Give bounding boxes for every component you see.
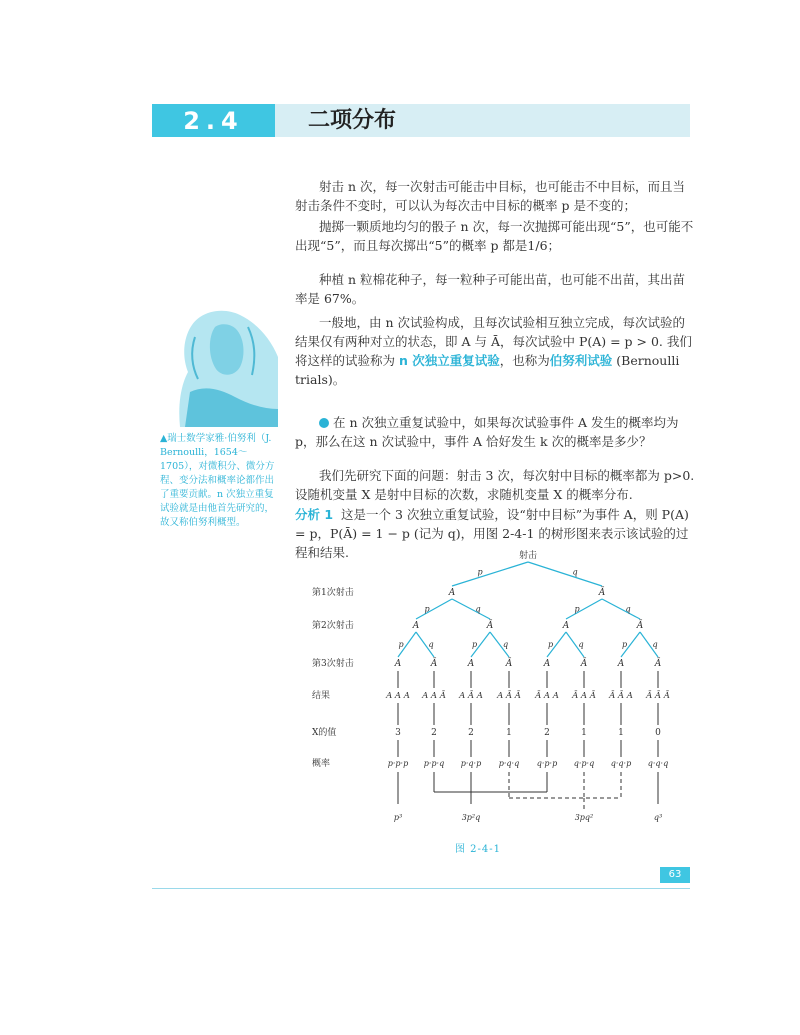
tree-node-level3: A bbox=[394, 659, 402, 669]
tree-node-level3: A bbox=[543, 659, 551, 669]
tree-node-level1: A bbox=[448, 588, 456, 598]
paragraph-definition bbox=[295, 313, 695, 389]
paragraph-problem: 我们先研究下面的问题：射击 3 次，每次射中目标的概率都为 p>0. 设随机变量 X 是射中目标的次数，求随机变量 X 的概率分布. bbox=[295, 468, 695, 502]
x-value-label: 1 bbox=[618, 728, 624, 738]
tree-branch-line bbox=[528, 562, 602, 586]
footer-divider bbox=[152, 888, 690, 889]
x-value-label: 3 bbox=[395, 728, 401, 738]
figure-caption: 图 2-4-1 bbox=[455, 844, 502, 855]
sum-label: 3pq² bbox=[574, 813, 594, 822]
tree-node-level3: Ā bbox=[505, 659, 513, 669]
result-label: Ā A A bbox=[535, 691, 559, 701]
bullet-icon bbox=[319, 418, 329, 428]
prob-product-label: q·q·p bbox=[610, 759, 632, 768]
tree-node-level2: Ā bbox=[636, 621, 644, 631]
result-label: A Ā A bbox=[459, 691, 483, 701]
bernoulli-portrait-image bbox=[160, 297, 278, 427]
question-paragraph bbox=[295, 413, 695, 451]
branch-prob-label: q bbox=[475, 604, 481, 614]
row-label: 第2次射击 bbox=[312, 621, 354, 631]
x-value-label: 0 bbox=[655, 728, 661, 738]
term-bernoulli-trials: 伯努利试验 bbox=[549, 353, 613, 368]
prob-product-label: p·p·p bbox=[387, 759, 409, 768]
x-value-label: 2 bbox=[431, 728, 437, 738]
branch-prob-label: p bbox=[621, 640, 628, 649]
prob-product-label: p·q·p bbox=[460, 759, 482, 768]
result-label: A A A bbox=[386, 691, 410, 701]
result-label: A Ā Ā bbox=[497, 691, 521, 701]
branch-prob-label: q bbox=[652, 640, 658, 649]
tree-node-level2: Ā bbox=[486, 621, 494, 631]
definition-text-a: 一般地，由 n 次试验构成，且每次试验相互独立完成，每次试验的结果仅有两种对立的状态，即 A 与 Ā，每次试验中 P(A) = p > 0. 我们将这样的试验称为 bbox=[295, 315, 692, 368]
branch-prob-label: p bbox=[424, 604, 430, 614]
analysis-text: 这是一个 3 次独立重复试验，设“射中目标”为事件 A，则 P(A) = p，P(Ā) = 1 − p (记为 q)，用图 2-4-1 的树形图来表示该试验的过程和结果. bbox=[295, 507, 689, 560]
tree-node-level1: Ā bbox=[598, 588, 606, 598]
row-label: X的值 bbox=[312, 728, 337, 738]
prob-product-label: p·p·q bbox=[423, 759, 445, 768]
probability-tree-diagram bbox=[300, 548, 690, 833]
section-number: 2.4 bbox=[152, 104, 275, 137]
tree-node-level2: A bbox=[562, 621, 570, 631]
branch-prob-label: q bbox=[502, 640, 509, 649]
tree-node-level3: A bbox=[617, 659, 625, 669]
sum-label: 3p²q bbox=[461, 813, 481, 822]
page-number: 63 bbox=[660, 867, 690, 883]
x-value-label: 2 bbox=[468, 728, 474, 738]
tree-branch-line bbox=[416, 599, 452, 619]
prob-product-label: p·q·q bbox=[498, 759, 520, 768]
analysis-label: 分析 1 bbox=[295, 507, 334, 522]
prob-product-label: q·p·q bbox=[573, 759, 595, 768]
result-label: Ā A Ā bbox=[572, 691, 596, 701]
row-label: 结果 bbox=[312, 691, 331, 701]
row-label: 第1次射击 bbox=[312, 588, 354, 598]
result-label: Ā Ā Ā bbox=[646, 691, 670, 701]
definition-text-b: ，也称为 bbox=[499, 353, 550, 368]
paragraph-shooting: 射击 n 次，每一次射击可能击中目标，也可能击不中目标，而且当射击条件不变时，可以认为每次击中目标的概率 p 是不变的； bbox=[295, 179, 685, 213]
branch-prob-label: p bbox=[547, 640, 554, 649]
row-label: 概率 bbox=[312, 759, 331, 769]
tree-node-level3: Ā bbox=[580, 659, 588, 669]
section-title: 二项分布 bbox=[308, 108, 397, 133]
branch-prob-label: q bbox=[572, 567, 578, 577]
branch-prob-label: p bbox=[471, 640, 478, 649]
branch-prob-label: p bbox=[574, 604, 580, 614]
tree-node-level3: A bbox=[467, 659, 475, 669]
tree-branch-line bbox=[452, 599, 490, 619]
branch-prob-label: q bbox=[428, 640, 434, 649]
tree-node-level3: Ā bbox=[654, 659, 662, 669]
tree-branch-line bbox=[452, 562, 528, 586]
x-value-label: 1 bbox=[506, 728, 512, 738]
row-label: 第3次射击 bbox=[312, 659, 354, 669]
paragraph-seeds: 种植 n 粒棉花种子，每一粒种子可能出苗，也可能不出苗，其出苗率是 67%。 bbox=[295, 272, 685, 306]
sum-label: q³ bbox=[653, 813, 663, 822]
result-label: Ā Ā A bbox=[609, 691, 633, 701]
paragraph-dice: 抛掷一颗质地均匀的骰子 n 次，每一次抛掷可能出现“5”，也可能不出现“5”，而且每次掷出“5”的概率 p 都是1/6； bbox=[295, 219, 694, 253]
tree-branch-line bbox=[566, 599, 602, 619]
sum-label: p³ bbox=[393, 813, 403, 822]
prob-product-label: q·p·p bbox=[536, 759, 558, 768]
term-independent-trials: n 次独立重复试验 bbox=[399, 353, 500, 368]
prob-product-label: q·q·q bbox=[647, 759, 669, 768]
tree-branch-line bbox=[602, 599, 640, 619]
tree-root-label: 射击 bbox=[518, 551, 538, 561]
result-label: A A Ā bbox=[422, 691, 446, 701]
x-value-label: 2 bbox=[544, 728, 550, 738]
branch-prob-label: q bbox=[625, 604, 631, 614]
question-text: 在 n 次独立重复试验中，如果每次试验事件 A 发生的概率均为 p，那么在这 n 次试验中，事件 A 恰好发生 k 次的概率是多少？ bbox=[295, 415, 679, 449]
tree-node-level3: Ā bbox=[430, 659, 438, 669]
x-value-label: 1 bbox=[581, 728, 587, 738]
branch-prob-label: q bbox=[578, 640, 584, 649]
portrait-caption: ▲瑞士数学家雅·伯努利（J. Bernoulli，1654～1705），对微积分、微分方程、变分法和概率论都作出了重要贡献。n 次独立重复试验就是由他首先研究的，故又称伯努利概型。 bbox=[160, 433, 275, 528]
definition-text-c: (Bernoulli trials)。 bbox=[295, 353, 680, 387]
branch-prob-label: p bbox=[477, 567, 483, 577]
branch-prob-label: p bbox=[398, 640, 404, 649]
tree-node-level2: A bbox=[412, 621, 420, 631]
